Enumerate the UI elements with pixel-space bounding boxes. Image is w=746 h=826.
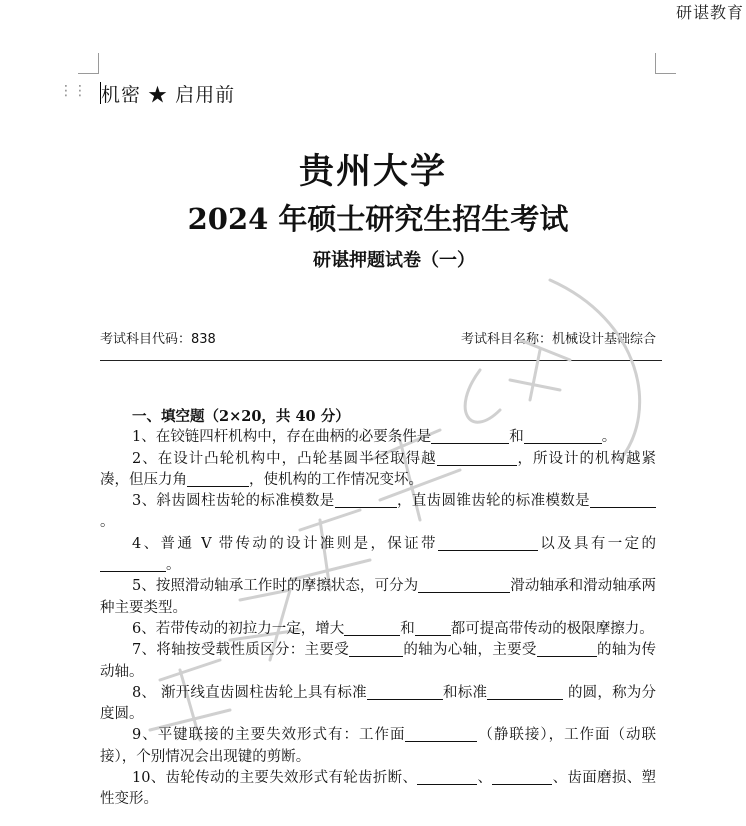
section-heading[interactable]: 一、填空题（2×20，共 40 分）: [132, 408, 350, 425]
answer-blank[interactable]: [100, 557, 166, 573]
subject-name: 机械设计基础综合: [551, 332, 656, 347]
q6-text-a: 6、若带传动的初拉力一定，增大: [132, 620, 345, 637]
drag-handle-icon[interactable]: ⋮⋮: [59, 83, 87, 99]
margin-corner-mark-right: [655, 53, 676, 74]
question-7[interactable]: [100, 640, 656, 683]
confidential-label[interactable]: 机密 ★ 启用前: [101, 84, 236, 106]
question-5[interactable]: [100, 576, 656, 619]
answer-blank[interactable]: [487, 684, 563, 700]
margin-corner-mark-left: [78, 53, 99, 74]
question-3[interactable]: [100, 491, 656, 534]
q8-text-a: 8、 渐开线直齿圆柱齿轮上具有标准: [132, 684, 367, 701]
q1-text-b: 和: [509, 429, 524, 446]
q2-text-c: ，使机构的工作情况变坏。: [249, 471, 423, 488]
question-10[interactable]: [100, 768, 656, 811]
q5-text-b: 滑动轴承和滑动轴承两种主要类型。: [100, 578, 656, 616]
question-8[interactable]: [100, 683, 656, 726]
q3-text-c: 。: [100, 514, 115, 531]
answer-blank[interactable]: [335, 493, 397, 509]
question-1[interactable]: [100, 427, 656, 448]
subject-code-line[interactable]: [100, 328, 216, 347]
q8-text-b: 和标准: [442, 684, 488, 701]
paper-subtitle[interactable]: 研谌押题试卷（一）: [313, 250, 475, 271]
q3-text-b: ，直齿圆锥齿轮的标准模数是: [396, 493, 590, 510]
question-2[interactable]: [100, 449, 656, 492]
q1-text-a: 1、在铰链四杆机构中，存在曲柄的必要条件是: [132, 429, 432, 446]
question-9[interactable]: [100, 725, 656, 768]
answer-blank[interactable]: [524, 429, 602, 445]
subject-code: 838: [191, 332, 216, 347]
q5-text-a: 5、按照滑动轴承工作时的摩擦状态，可分为: [132, 578, 419, 595]
answer-blank[interactable]: [431, 429, 509, 445]
q7-text-c: 的轴为传动轴。: [100, 642, 657, 680]
subject-name-label: 考试科目名称：: [460, 332, 552, 347]
answer-blank[interactable]: [367, 684, 443, 700]
answer-blank[interactable]: [438, 535, 538, 551]
answer-blank[interactable]: [537, 642, 597, 658]
answer-blank[interactable]: [187, 471, 249, 487]
q7-text-b: 的轴为心轴，主要受: [403, 642, 537, 659]
q1-text-c: 。: [601, 429, 617, 446]
q10-text-c: 、齿面磨损、塑性变形。: [100, 770, 657, 808]
q10-text-a: 10、齿轮传动的主要失效形式有轮齿折断、: [132, 770, 418, 787]
brand-header: 研谌教育: [675, 3, 744, 22]
answer-blank[interactable]: [437, 450, 517, 466]
q4-text-a: 4、普通 V 带传动的设计准则是，保证带: [132, 535, 438, 552]
q9-text-a: 9、平键联接的主要失效形式有：工作面: [132, 727, 406, 744]
answer-blank[interactable]: [417, 770, 477, 786]
q4-text-b: 以及具有一定的: [537, 535, 657, 552]
answer-blank[interactable]: [492, 770, 552, 786]
q2-text-a: 2、在设计凸轮机构中，凸轮基圆半径取得越: [132, 450, 437, 467]
answer-blank[interactable]: [418, 578, 510, 594]
answer-blank[interactable]: [349, 642, 403, 658]
q3-text-a: 3、斜齿圆柱齿轮的标准模数是: [132, 493, 335, 510]
q9-text-b: （静联接），工作面（动联接），个别情况会出现键的剪断。: [100, 727, 656, 765]
answer-blank[interactable]: [344, 620, 400, 636]
q6-text-c: 都可提高带传动的极限摩擦力。: [450, 620, 654, 637]
answer-blank[interactable]: [590, 493, 656, 509]
subject-code-label: 考试科目代码：: [100, 332, 192, 347]
university-title[interactable]: 贵州大学: [298, 151, 447, 192]
subject-name-line[interactable]: [461, 328, 656, 347]
q10-text-b: 、: [477, 770, 493, 787]
q6-text-b: 和: [400, 620, 415, 637]
q4-text-c: 。: [166, 557, 181, 574]
exam-title[interactable]: 2024 年硕士研究生招生考试: [187, 202, 569, 236]
question-4[interactable]: [100, 534, 656, 577]
answer-blank[interactable]: [415, 620, 451, 636]
q7-text-a: 7、将轴按受载性质区分：主要受: [132, 642, 350, 659]
q8-text-c: 的圆，称为分度圆。: [100, 684, 656, 723]
document-body: [100, 406, 656, 811]
question-6[interactable]: [100, 619, 656, 640]
answer-blank[interactable]: [405, 727, 477, 743]
q2-text-b: ，所设计的机构越紧凑，但压力角: [100, 450, 656, 488]
header-divider: [100, 360, 662, 361]
